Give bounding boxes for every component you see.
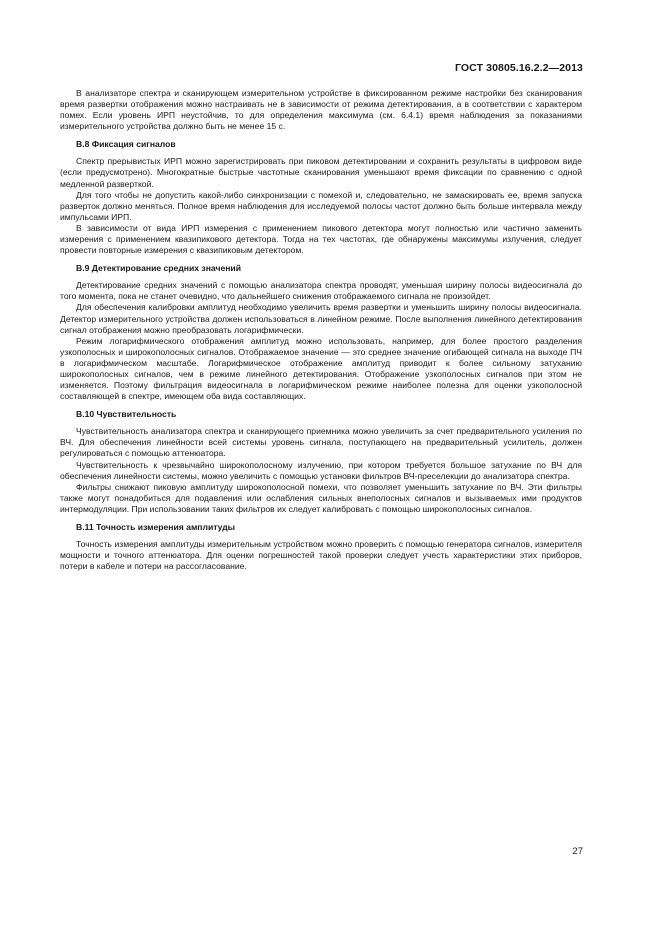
paragraph: Режим логарифмического отображения амплитуд можно использовать, например, для более простого разделения узкополосных и широкополосных сигналов. Отображаемое значение — это среднее значение огибающей сигнала на выходе ПЧ в логарифмическом масштабе. Логарифмическое отображение амплитуд приводит к более сильному затуханию широкополосных сигналов, чем в режиме линейного детектирования. Отображение узкополосных сигналов при этом не изменяется. Поэтому фильтрация видеосигнала в логарифмическом режиме наиболее полезна для оценки узкополосной составляющей в спектре, имеющем оба вида составляющих. [60, 335, 582, 402]
paragraph: Для обеспечения калибровки амплитуд необходимо увеличить время развертки и уменьшить ширину полосы видеосигнала. Детектор измерительного устройства должен использоваться в линейном режиме. После выполнения линейного детектирования сигнал отображения можно преобразовать логарифмически. [60, 302, 582, 335]
section-b11 [60, 522, 582, 572]
section-b10 [60, 409, 582, 515]
section-heading: В.8 Фиксация сигналов [76, 139, 176, 150]
section-heading: В.11 Точность измерения амплитуды [76, 522, 236, 532]
section-intro [60, 88, 582, 132]
paragraph: В анализаторе спектра и сканирующем измерительном устройстве в фиксированном режиме настройки без сканирования время развертки отображения можно настраивать не в зависимости от режима детектирования, а в соответствии с характером помех. Если уровень ИРП неустойчив, то для определения максимума (см. 6.4.1) время наблюдения за показаниями измерительного устройства должно быть не менее 15 с. [60, 88, 582, 132]
paragraph: Спектр прерывистых ИРП можно зарегистрировать при пиковом детектировании и сохранить результаты в цифровом виде (если предусмотрено). Многократные быстрые частотные сканирования уменьшают время фиксации по сравнению с одной медленной разверткой. [60, 156, 582, 189]
paragraph: Детектирование средних значений с помощью анализатора спектра проводят, уменьшая ширину полосы видеосигнала до того момента, пока не станет очевидно, что дальнейшего снижения отображаемого сигнала не произойдет. [60, 280, 582, 302]
section-b8 [60, 139, 582, 256]
paragraph: В зависимости от вида ИРП измерения с применением пикового детектора могут полностью или частично заменить измерения с применением квазипикового детектора. Тогда на тех частотах, где обнаружены максимумы излучения, следует провести повторные измерения с квазипиковым детектором. [60, 222, 582, 256]
section-heading: В.10 Чувствительность [76, 409, 177, 420]
section-b9 [60, 263, 582, 402]
paragraph: Для того чтобы не допустить какой-либо синхронизации с помехой и, следовательно, не замаскировать ее, время запуска разверток должно меняться. Полное время наблюдения для исследуемой полосы частот должно быть больше интервала между импульсами ИРП. [60, 189, 582, 222]
paragraph: Чувствительность анализатора спектра и сканирующего приемника можно увеличить за счет предварительного усиления по ВЧ. Для обеспечения линейности всей системы уровень сигнала, поступающего на предварительный усилитель, должен регулироваться с помощью аттенюатора. [60, 426, 582, 459]
paragraph: Точность измерения амплитуды измерительным устройством можно проверить с помощью генератора сигналов, измерителя мощности и точного аттенюатора. Для оценки погрешностей такой проверки следует учесть характеристики этих приборов, потери в кабеле и потери на рассогласование. [60, 539, 582, 572]
document-body [60, 88, 582, 572]
page-number: 27 [572, 846, 583, 857]
paragraph: Фильтры снижают пиковую амплитуду широкополосной помехи, что позволяет уменьшить затухание по ВЧ. Эти фильтры также могут понадобиться для подавления или ослабления сильных внеполосных сигналов и вызываемых ими продуктов интермодуляции. При использовании таких фильтров их следует калибровать с помощью широкополосных сигналов. [60, 481, 582, 514]
paragraph: Чувствительность к чрезвычайно широкополосному излучению, при котором требуется большое затухание по ВЧ для обеспечения линейности системы, можно увеличить с помощью установки фильтров ВЧ-преселекции до анализатора спектра. [60, 459, 582, 481]
section-heading: В.9 Детектирование средних значений [76, 263, 241, 274]
document-header: ГОСТ 30805.16.2.2—2013 [455, 62, 583, 74]
